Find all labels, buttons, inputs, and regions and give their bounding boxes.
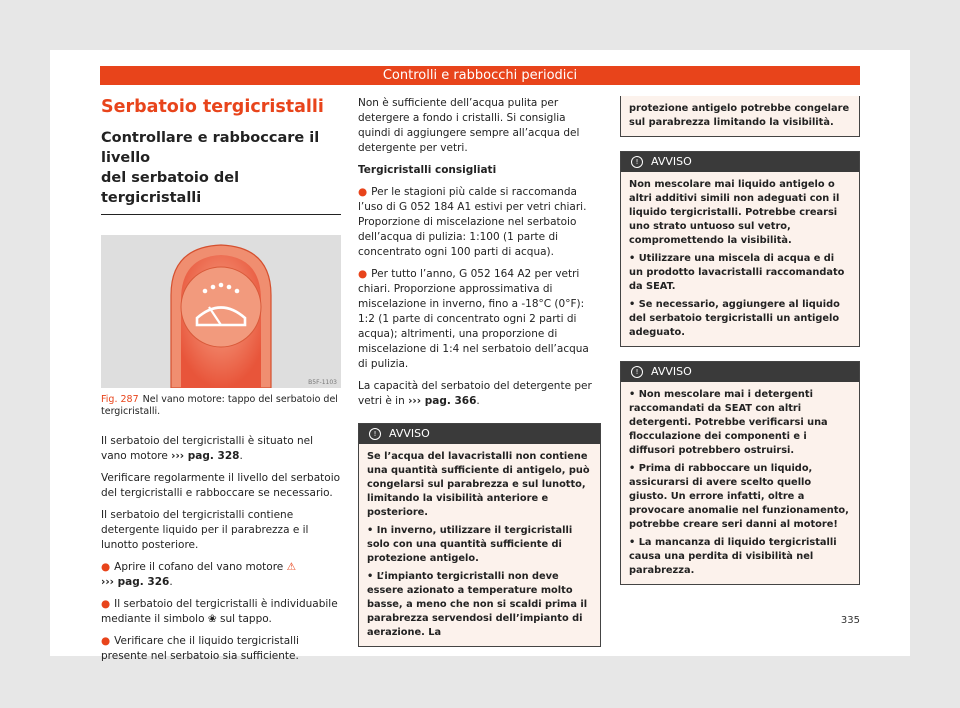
warning-title: AVVISO — [651, 155, 692, 168]
warning-body — [621, 172, 859, 346]
warning-list-item: • In inverno, utilizzare il tergicristalli solo con una quantità sufficiente di protezione antigelo. — [367, 525, 573, 564]
list-item-text: Verificare che il liquido tergicristalli presente nel serbatoio sia sufficiente. — [101, 635, 299, 662]
subtitle-line-2: del serbatoio del tergicristalli — [101, 170, 240, 206]
warning-list-item: • Se necessario, aggiungere al liquido del serbatoio tergicristalli un antigelo adeguato. — [629, 299, 840, 338]
list-item — [101, 634, 341, 664]
list-item-text: Aprire il cofano del vano motore — [114, 561, 284, 573]
warning-list-item: • Non mescolare mai i detergenti raccomandati da SEAT con altri detergenti. Potrebbe verificarsi una flocculazione dei componenti e i diffusori potrebbero ostruirsi. — [629, 389, 828, 456]
list-item — [101, 597, 341, 627]
warning-triangle-icon: ⚠ — [286, 561, 297, 573]
page-reference-link[interactable]: ››› pag. 326 — [101, 576, 170, 588]
paragraph-text: La capacità del serbatoio del detergente per vetri è in — [358, 380, 592, 407]
paragraph-text: Il serbatoio del tergicristalli è situato nel vano motore — [101, 435, 314, 462]
list-item: ● Aprire il cofano del vano motore ⚠ ››› pag. 326. — [101, 561, 297, 588]
manual-page — [50, 50, 910, 662]
section-subtitle — [101, 128, 341, 208]
page-reference-link[interactable]: ››› pag. 366 — [408, 395, 477, 407]
warning-info-icon: ! — [631, 366, 643, 378]
subtitle-divider — [101, 214, 341, 215]
paragraph: Non è sufficiente dell’acqua pulita per detergere a fondo i cristalli. Si consiglia quindi di aggiungere sempre all’acqua del detergente per vetri. — [358, 97, 580, 154]
paragraph: La capacità del serbatoio del detergente per vetri è in ››› pag. 366. — [358, 380, 592, 407]
warning-body — [621, 382, 859, 584]
page-number: 335 — [840, 615, 860, 626]
warning-list-text: In inverno, utilizzare il tergicristalli solo con una quantità sufficiente di protezione antigelo. — [367, 525, 573, 564]
list-item-text: Per tutto l’anno, G 052 164 A2 per vetri chiari. Proporzione approssimativa di miscelazione in inverno, fino a -18°C (0°F): 1:2 (1 parte di concentrato ogni 2 parti di acqua); altrimenti, una proporzione di miscelazione di 1:4 nel serbatoio dell’acqua di pulizia. — [358, 268, 589, 370]
list-item-text: Il serbatoio del tergicristalli è individuabile mediante il simbolo — [101, 598, 338, 625]
warning-title: AVVISO — [651, 365, 692, 378]
warning-text: protezione antigelo potrebbe congelare sul parabrezza limitando la visibilità. — [629, 103, 850, 128]
list-item — [358, 185, 601, 260]
warning-list-item: • Utilizzare una miscela di acqua e di un prodotto lavacristalli raccomandato da SEAT. — [629, 253, 845, 292]
page-reference-link[interactable]: ››› pag. 328 — [171, 450, 240, 462]
column-middle — [358, 96, 601, 647]
warning-list-text: L’impianto tergicristalli non deve essere azionato a temperature molto basse, a meno che non si scaldi prima il parabrezza servendosi dell’impianto di aerazione. La — [367, 571, 588, 638]
list-item — [358, 267, 601, 372]
column-left — [101, 96, 341, 664]
figure-caption-text: Nel vano motore: tappo del serbatoio del tergicristalli. — [101, 394, 338, 417]
warning-list-text: La mancanza di liquido tergicristalli causa una perdita di visibilità nel parabrezza. — [629, 537, 837, 576]
washer-fluid-icon: ❀ — [207, 613, 217, 625]
subheading: Tergicristalli consigliati — [358, 164, 497, 176]
warning-box — [358, 423, 601, 647]
bullet-icon: ● — [101, 598, 111, 610]
figure-code: B5F-1103 — [308, 379, 337, 386]
paragraph: Il serbatoio del tergicristalli contiene detergente liquido per il parabrezza e il lunotto posteriore. — [101, 509, 309, 551]
warning-header — [621, 362, 859, 382]
bullet-icon: ● — [358, 268, 368, 280]
page-header: Controlli e rabbocchi periodici — [100, 66, 860, 85]
warning-body — [621, 96, 859, 136]
warning-box-continued — [620, 96, 860, 137]
figure-caption — [101, 394, 341, 418]
section-title: Serbatoio tergicristalli — [101, 97, 324, 117]
warning-body — [359, 444, 600, 646]
bullet-icon: ● — [101, 561, 111, 573]
warning-info-icon: ! — [369, 428, 381, 440]
subtitle-line-1: Controllare e rabboccare il livello — [101, 130, 320, 166]
warning-list-item: • L’impianto tergicristalli non deve essere azionato a temperature molto basse, a meno che non si scaldi prima il parabrezza servendosi dell’impianto di aerazione. La — [367, 571, 588, 638]
warning-header — [359, 424, 600, 444]
bullet-icon: ● — [101, 635, 111, 647]
warning-list-item: • Prima di rabboccare un liquido, assicurarsi di avere scelto quello giusto. Un errore infatti, oltre a provocare anomalie nel funzionamento, potrebbe creare seri danni al motore! — [629, 463, 849, 530]
reservoir-cap-illustration — [101, 235, 341, 388]
paragraph: Verificare regolarmente il livello del serbatoio del tergicristalli e rabboccare se necessario. — [101, 472, 341, 499]
list-item-text: sul tappo. — [220, 613, 272, 625]
warning-box — [620, 151, 860, 347]
warning-box — [620, 361, 860, 585]
bullet-icon: ● — [358, 186, 368, 198]
paragraph: Il serbatoio del tergicristalli è situato nel vano motore ››› pag. 328. — [101, 435, 314, 462]
warning-list-text: Se necessario, aggiungere al liquido del serbatoio tergicristalli un antigelo adeguato. — [629, 299, 840, 338]
warning-text: Non mescolare mai liquido antigelo o altri additivi simili non adeguati con il liquido tergicristalli. Potrebbe crearsi uno strato untuoso sul vetro, compromettendo la visibilità. — [629, 179, 840, 246]
warning-info-icon: ! — [631, 156, 643, 168]
warning-list-text: Prima di rabboccare un liquido, assicurarsi di avere scelto quello giusto. Un errore infatti, oltre a provocare anomalie nel funzionamento, potrebbe creare seri danni al motore! — [629, 463, 849, 530]
warning-list-text: Utilizzare una miscela di acqua e di un prodotto lavacristalli raccomandato da SEAT. — [629, 253, 845, 292]
figure-label: Fig. 287 — [101, 394, 139, 405]
list-item-text: Per le stagioni più calde si raccomanda l’uso di G 052 184 A1 estivi per vetri chiari. Proporzione di miscelazione nel serbatoio dell’acqua di pulizia: 1:100 (1 parte di concentrato ogni 100 parti di acqua). — [358, 186, 587, 258]
warning-list-item: • La mancanza di liquido tergicristalli causa una perdita di visibilità nel parabrezza. — [629, 537, 837, 576]
column-right — [620, 96, 860, 585]
figure-reservoir-cap — [101, 235, 341, 388]
warning-list-text: Non mescolare mai i detergenti raccomandati da SEAT con altri detergenti. Potrebbe verificarsi una flocculazione dei componenti e i diffusori potrebbero ostruirsi. — [629, 389, 828, 456]
warning-title: AVVISO — [389, 427, 430, 440]
warning-text: Se l’acqua del lavacristalli non contiene una quantità sufficiente di antigelo, può congelarsi sul parabrezza e sul lunotto, limitando la visibilità anteriore e posteriore. — [367, 451, 590, 518]
warning-header — [621, 152, 859, 172]
